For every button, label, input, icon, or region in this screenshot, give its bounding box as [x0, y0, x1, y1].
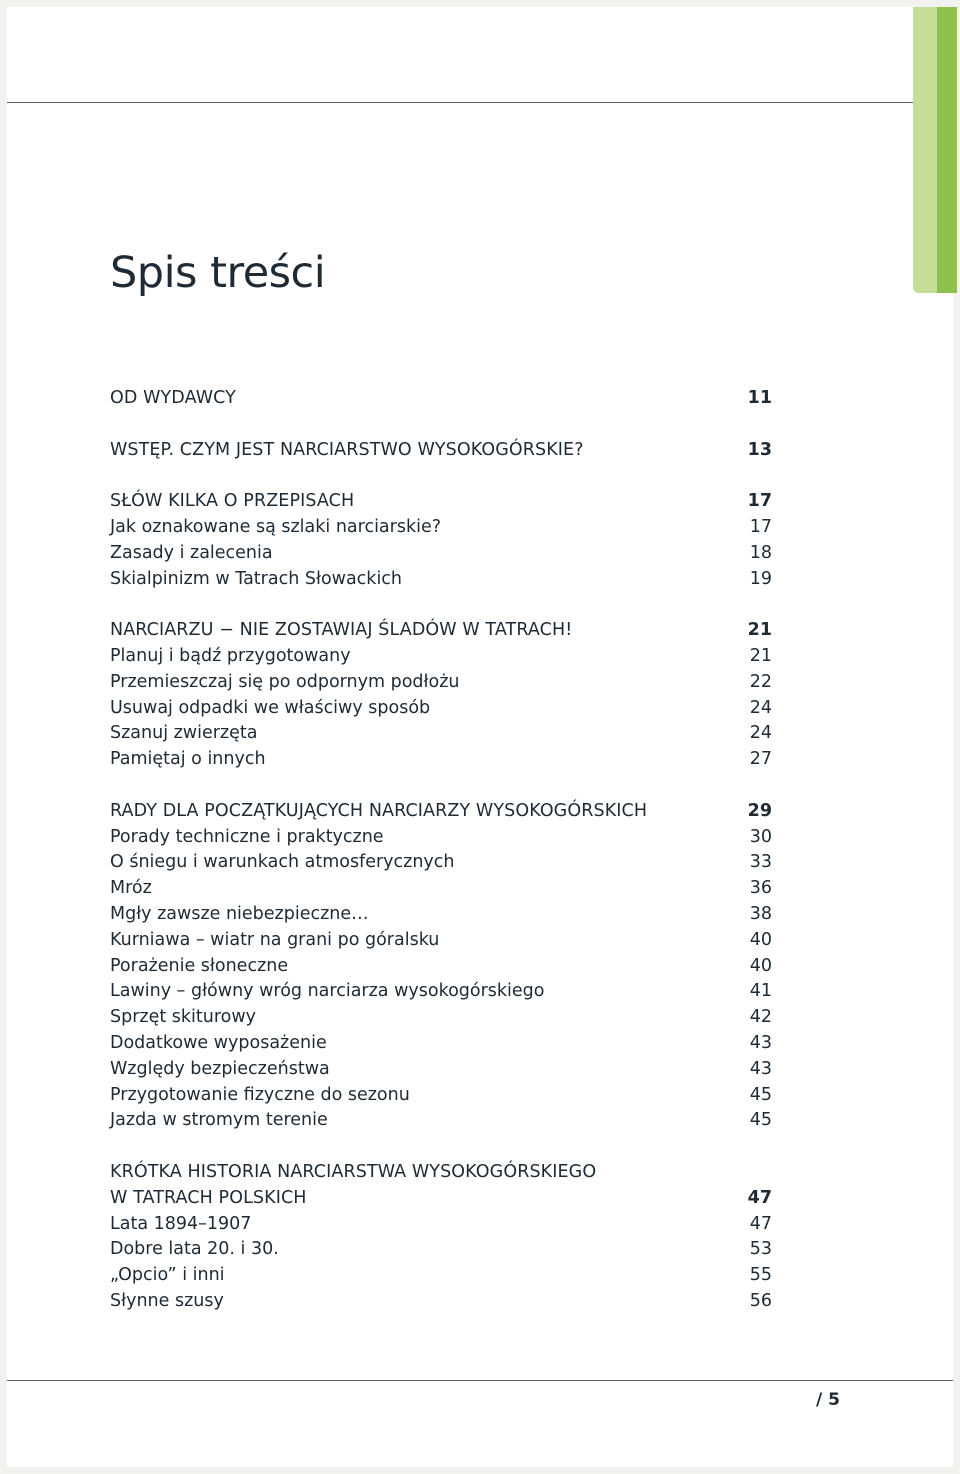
page-number-ref: 29: [747, 800, 772, 821]
page-number-ref: 21: [749, 645, 772, 666]
page-number-ref: 21: [747, 620, 772, 641]
header-rule: [7, 102, 913, 103]
page-number-ref: 55: [749, 1265, 772, 1286]
entry-title: Porażenie słoneczne: [110, 955, 289, 976]
page-number-ref: 19: [749, 568, 772, 589]
toc-entry-row: [110, 670, 772, 696]
toc-entry-row: [110, 1237, 772, 1263]
entry-title: Lata 1894–1907: [110, 1213, 252, 1234]
page-number-ref: 40: [749, 955, 772, 976]
page-number-ref: 41: [749, 981, 772, 1002]
entry-title: Szanuj zwierzęta: [110, 723, 258, 744]
page-number-ref: 47: [749, 1213, 772, 1234]
toc-entry-row: [110, 541, 772, 567]
toc-section-row: [110, 1160, 772, 1186]
section-title: NARCIARZU − NIE ZOSTAWIAJ ŚLADÓW W TATRACH!: [110, 620, 573, 641]
toc-group: [110, 489, 772, 592]
entry-title: Porady techniczne i praktyczne: [110, 826, 384, 847]
entry-title: O śniegu i warunkach atmosferycznych: [110, 852, 455, 873]
entry-title: Sprzęt skiturowy: [110, 1007, 257, 1028]
footer-rule: [7, 1380, 953, 1381]
toc-entry-row: [110, 850, 772, 876]
page-number-ref: 38: [749, 903, 772, 924]
entry-title: Jak oznakowane są szlaki narciarskie?: [110, 516, 442, 537]
toc-entry-row: [110, 1263, 772, 1289]
entry-title: Względy bezpieczeństwa: [110, 1058, 330, 1079]
toc-entry-row: [110, 515, 772, 541]
page-number-ref: 43: [749, 1032, 772, 1053]
toc-entry-row: [110, 1057, 772, 1083]
entry-title: Dodatkowe wyposażenie: [110, 1032, 327, 1053]
entry-title: Lawiny – główny wróg narciarza wysokogórskiego: [110, 981, 545, 1002]
entry-title: „Opcio” i inni: [110, 1265, 225, 1286]
chapter-tab-light: [913, 7, 937, 293]
page-number-ref: 42: [749, 1007, 772, 1028]
page-number: / 5: [816, 1390, 840, 1410]
entry-title: Słynne szusy: [110, 1290, 224, 1311]
page-number-ref: 36: [749, 878, 772, 899]
toc-entry-row: [110, 954, 772, 980]
page-number-ref: 45: [749, 1084, 772, 1105]
page-number-ref: 56: [749, 1290, 772, 1311]
page-number-ref: 11: [747, 388, 772, 408]
toc-section-row: [110, 618, 772, 644]
entry-title: Mgły zawsze niebezpieczne…: [110, 903, 369, 924]
toc-entry-row: [110, 1108, 772, 1134]
page-number-ref: 53: [749, 1239, 772, 1260]
page-number-ref: 22: [749, 671, 772, 692]
entry-title: Przemieszczaj się po odpornym podłożu: [110, 671, 460, 692]
entry-title: Kurniawa – wiatr na grani po góralsku: [110, 929, 440, 950]
page-number-ref: 43: [749, 1058, 772, 1079]
toc-section-row: [110, 386, 772, 412]
toc-entry-row: [110, 928, 772, 954]
page-number-ref: 40: [749, 929, 772, 950]
toc-entry-row: [110, 825, 772, 851]
page-title: Spis treści: [110, 248, 326, 298]
toc-entry-row: [110, 747, 772, 773]
entry-title: Planuj i bądź przygotowany: [110, 645, 351, 666]
entry-title: Przygotowanie fizyczne do sezonu: [110, 1084, 410, 1105]
toc-entry-row: [110, 644, 772, 670]
page-number-ref: 24: [749, 697, 772, 718]
page-number-ref: 45: [749, 1110, 772, 1131]
toc-entry-row: [110, 1031, 772, 1057]
section-title: KRÓTKA HISTORIA NARCIARSTWA WYSOKOGÓRSKIEGO: [110, 1161, 597, 1182]
page-number-ref: 27: [749, 749, 772, 770]
toc-group: [110, 386, 772, 412]
chapter-tab-dark: [937, 7, 957, 293]
page-number-ref: 47: [747, 1187, 772, 1208]
page-number-ref: 13: [747, 439, 772, 460]
toc-entry-row: [110, 876, 772, 902]
table-of-contents: [110, 386, 772, 1340]
toc-entry-row: [110, 1005, 772, 1031]
page-number-ref: 30: [749, 826, 772, 847]
section-title: WSTĘP. CZYM JEST NARCIARSTWO WYSOKOGÓRSKIE?: [110, 439, 584, 460]
entry-title: Usuwaj odpadki we właściwy sposób: [110, 697, 431, 718]
entry-title: Zasady i zalecenia: [110, 542, 273, 563]
entry-title: Jazda w stromym terenie: [110, 1110, 328, 1131]
toc-section-row: [110, 438, 772, 464]
toc-entry-row: [110, 979, 772, 1005]
page-number-ref: 24: [749, 723, 772, 744]
toc-group: [110, 799, 772, 1134]
toc-entry-row: [110, 567, 772, 593]
entry-title: Dobre lata 20. i 30.: [110, 1239, 279, 1260]
toc-entry-row: [110, 1212, 772, 1238]
entry-title: Pamiętaj o innych: [110, 749, 266, 770]
section-title: SŁÓW KILKA O PRZEPISACH: [110, 491, 355, 512]
section-title: OD WYDAWCY: [110, 388, 236, 408]
page-number-ref: 17: [749, 516, 772, 537]
toc-entry-row: [110, 721, 772, 747]
page-number-ref: 18: [749, 542, 772, 563]
toc-entry-row: [110, 1289, 772, 1315]
toc-entry-row: [110, 696, 772, 722]
toc-entry-row: [110, 1083, 772, 1109]
toc-section-row: [110, 1186, 772, 1212]
entry-title: Skialpinizm w Tatrach Słowackich: [110, 568, 403, 589]
toc-group: [110, 1160, 772, 1315]
toc-entry-row: [110, 902, 772, 928]
toc-section-row: [110, 489, 772, 515]
toc-section-row: [110, 799, 772, 825]
section-title: W TATRACH POLSKICH: [110, 1187, 307, 1208]
page-number-ref: 17: [747, 491, 772, 512]
entry-title: Mróz: [110, 878, 152, 899]
page-number-ref: 33: [749, 852, 772, 873]
toc-group: [110, 438, 772, 464]
toc-group: [110, 618, 772, 773]
section-title: RADY DLA POCZĄTKUJĄCYCH NARCIARZY WYSOKOGÓRSKICH: [110, 800, 648, 821]
